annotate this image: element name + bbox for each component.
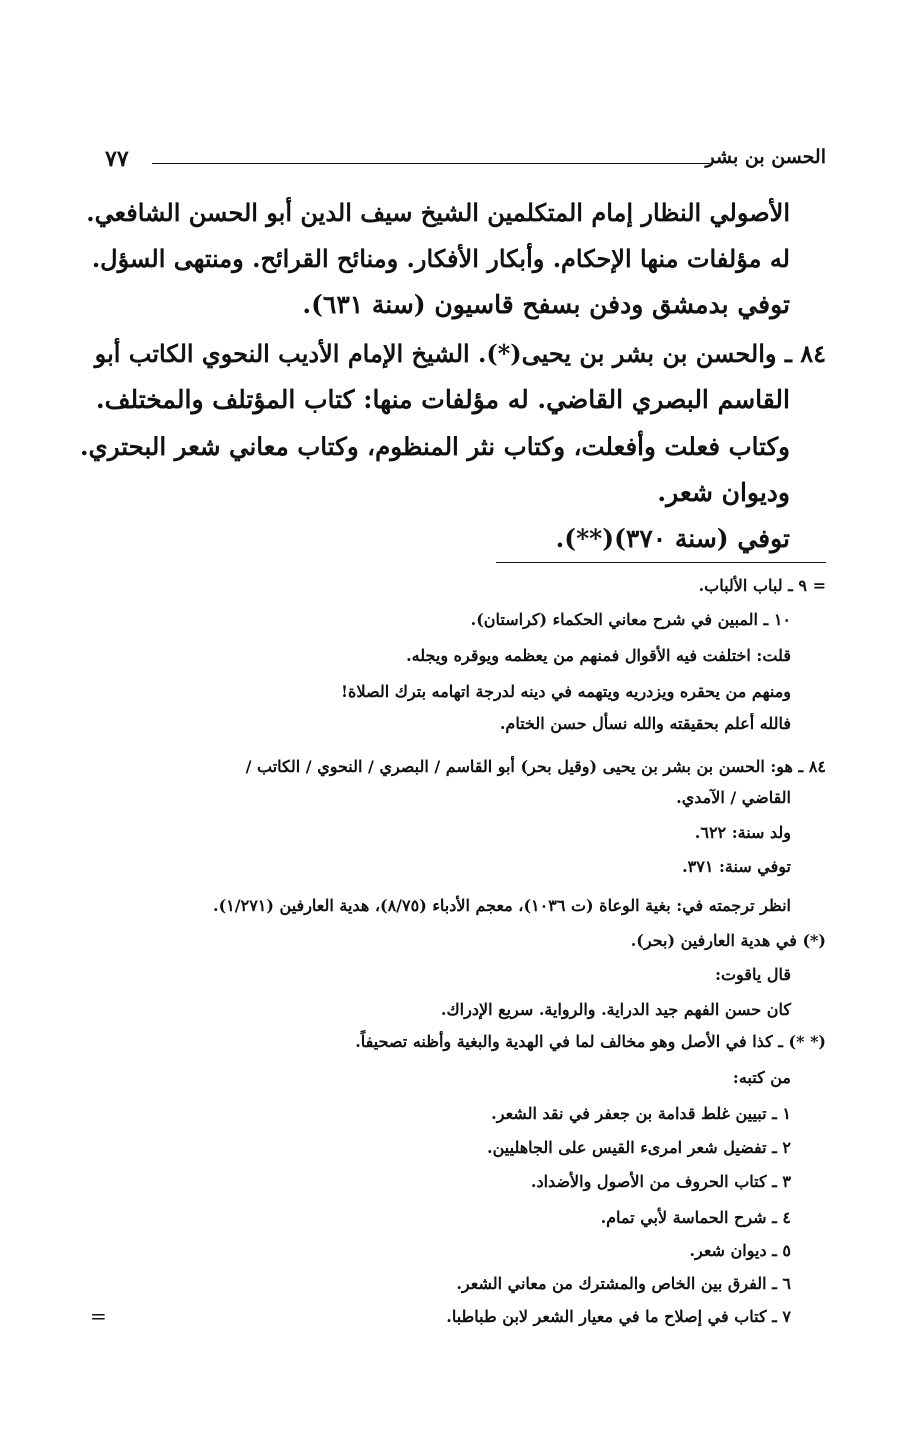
main-line: وديوان شعر. [657, 478, 790, 507]
footnote-84: ٨٤ ـ هو: الحسن بن بشر بن يحيى (وقيل بحر) أبو القاسم / البصري / النحوي / الكاتب / [245, 757, 826, 776]
footnote-line: = ٩ ـ لباب الألباب. [698, 576, 826, 595]
continuation-mark: = [90, 1304, 107, 1328]
footnote-line: ١٠ ـ المبين في شرح معاني الحكماء (كراستان). [470, 610, 791, 629]
footnote-separator [496, 562, 826, 563]
main-line: وكتاب فعلت وأفعلت، وكتاب نثر المنظوم، وكتاب معاني شعر البحتري. [80, 432, 790, 461]
list-item: ١ ـ تبيين غلط قدامة بن جعفر في نقد الشعر. [491, 1104, 791, 1123]
running-title: الحسن بن بشر [705, 146, 826, 168]
footnote-line: توفي سنة: ٣٧١. [682, 857, 791, 876]
footnote-line: من كتبه: [732, 1068, 791, 1087]
footnote-line: القاضي / الآمدي. [676, 788, 791, 807]
list-item: ٦ ـ الفرق بين الخاص والمشترك من معاني الشعر. [456, 1274, 791, 1293]
footnote-line: فالله أعلم بحقيقته والله نسأل حسن الختام. [499, 714, 791, 733]
footnote-double-asterisk: (* *) ـ كذا في الأصل وهو مخالف لما في الهدية والبغية وأظنه تصحيفاً. [355, 1032, 826, 1051]
main-line: القاسم البصري القاضي. له مؤلفات منها: كتاب المؤتلف والمختلف. [95, 385, 790, 414]
footnote-line: انظر ترجمته في: بغية الوعاة (ت ١٠٣٦)، معجم الأدباء (٨/٧٥)، هدية العارفين (١/٢٧١). [213, 896, 791, 915]
main-line: الأصولي النظار إمام المتكلمين الشيخ سيف الدين أبو الحسن الشافعي. [86, 198, 790, 227]
footnote-asterisk: (*) في هدية العارفين (بحر). [630, 931, 826, 950]
list-item: ٤ ـ شرح الحماسة لأبي تمام. [600, 1208, 791, 1227]
list-item: ٣ ـ كتاب الحروف من الأصول والأضداد. [530, 1172, 791, 1191]
main-line: توفي (سنة ٣٧٠)(**). [555, 524, 790, 553]
main-line: توفي بدمشق ودفن بسفح قاسيون (سنة ٦٣١). [302, 290, 790, 319]
footnote-line: ولد سنة: ٦٢٢. [694, 823, 791, 842]
list-item: ٥ ـ ديوان شعر. [689, 1241, 791, 1260]
footnote-line: كان حسن الفهم جيد الدراية. والرواية. سريع الإدراك. [440, 1000, 791, 1019]
entry-84-heading: ٨٤ ـ والحسن بن بشر بن يحيى(*). الشيخ الإمام الأديب النحوي الكاتب أبو [94, 339, 826, 368]
main-line: له مؤلفات منها الإحكام. وأبكار الأفكار. ومنائح القرائح. ومنتهى السؤل. [91, 244, 790, 273]
footnote-line: قال ياقوت: [715, 965, 791, 984]
footnote-line: قلت: اختلفت فيه الأقوال فمنهم من يعظمه ويوقره ويجله. [406, 646, 791, 665]
page-number: ٧٧ [105, 146, 129, 172]
header-rule [152, 163, 710, 164]
list-item: ٢ ـ تفضيل شعر امرىء القيس على الجاهليين. [487, 1138, 791, 1157]
footnote-line: ومنهم من يحقره ويزدريه ويتهمه في دينه لدرجة اتهامه بترك الصلاة! [341, 682, 791, 701]
list-item: ٧ ـ كتاب في إصلاح ما في معيار الشعر لابن طباطبا. [446, 1307, 791, 1326]
